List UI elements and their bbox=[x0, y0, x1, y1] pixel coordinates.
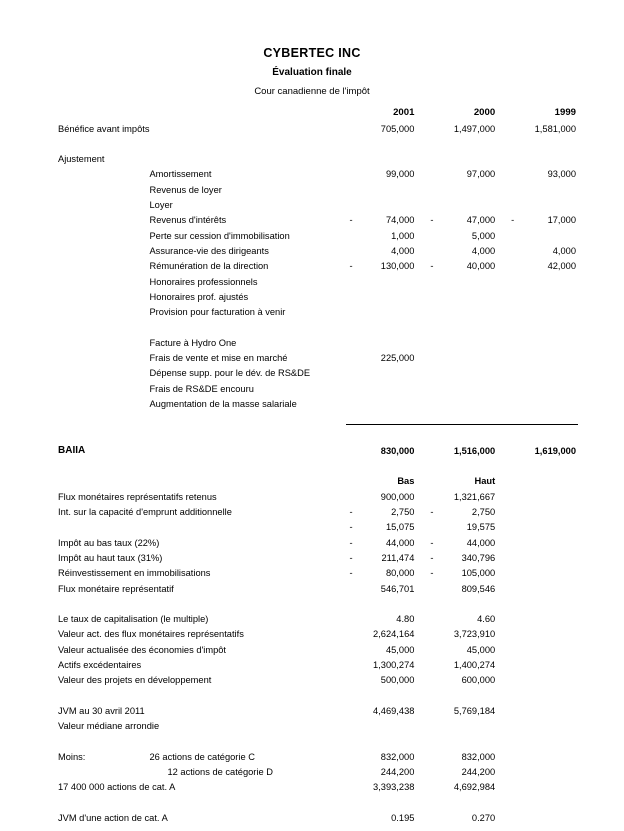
spacer-row bbox=[58, 594, 578, 609]
row-sublabel: Dépense supp. pour le dév. de RS&DE bbox=[149, 368, 311, 379]
value-2001: 1,000 bbox=[391, 230, 415, 241]
value-bas: 0.195 bbox=[391, 812, 415, 823]
row-label: Flux monétaire représentatif bbox=[58, 583, 174, 594]
value-haut: 4.60 bbox=[477, 614, 496, 625]
value-1999: 4,000 bbox=[552, 245, 576, 256]
value-2001: 99,000 bbox=[385, 169, 415, 180]
row-label: BAIIA bbox=[58, 444, 86, 456]
sign-haut: - bbox=[430, 507, 434, 518]
row-sublabel: Augmentation de la masse salariale bbox=[149, 398, 297, 409]
row-sublabel bbox=[149, 149, 345, 164]
table-row bbox=[58, 378, 578, 393]
row-sublabel: Frais de RS&DE encouru bbox=[149, 383, 254, 394]
subheader-row bbox=[58, 471, 578, 486]
spacer-row bbox=[58, 317, 578, 332]
table-row bbox=[58, 363, 578, 378]
table-row bbox=[58, 639, 578, 654]
row-label: Valeur act. des flux monétaires représentatifs bbox=[58, 629, 244, 640]
table-row bbox=[58, 271, 578, 286]
table-row bbox=[58, 348, 578, 363]
sign-col3 bbox=[507, 118, 514, 133]
row-label: Moins: bbox=[58, 751, 86, 762]
row-label: Impôt au bas taux (22%) bbox=[58, 537, 160, 548]
row-label: Ajustement bbox=[58, 154, 105, 165]
value-haut: 1,321,667 bbox=[453, 491, 496, 502]
table-row bbox=[58, 256, 578, 271]
table-row bbox=[58, 394, 578, 409]
table-row bbox=[58, 486, 578, 501]
column-header-2001: 2001 bbox=[393, 107, 415, 119]
sign-haut: - bbox=[430, 552, 434, 563]
value-2001: 74,000 bbox=[385, 215, 415, 226]
table-row bbox=[58, 548, 578, 563]
row-sublabel: Loyer bbox=[149, 200, 173, 211]
row-label: Valeur actualisée des économies d'impôt bbox=[58, 644, 227, 655]
table-row bbox=[58, 332, 578, 347]
sign-haut: - bbox=[430, 537, 434, 548]
sign-col1 bbox=[346, 118, 353, 133]
table-row bbox=[58, 563, 578, 578]
value-1999: 1,619,000 bbox=[534, 445, 576, 456]
value-bas: 4.80 bbox=[396, 614, 415, 625]
row-sublabel: Provision pour facturation à venir bbox=[149, 307, 286, 318]
value-1999: 42,000 bbox=[547, 261, 576, 272]
sign-col3: - bbox=[511, 215, 515, 226]
value-haut: 0.270 bbox=[471, 812, 496, 823]
table-row bbox=[58, 655, 578, 670]
row-sublabel: Rémunération de la direction bbox=[149, 261, 269, 272]
value-haut: 3,723,910 bbox=[453, 629, 496, 640]
sign-haut: - bbox=[430, 568, 434, 579]
value-2000: 97,000 bbox=[466, 169, 496, 180]
row-label: Impôt au haut taux (31%) bbox=[58, 552, 163, 563]
value-2000: 1,497,000 bbox=[453, 123, 496, 134]
value-2001: 705,000 bbox=[380, 123, 415, 134]
row-label: Int. sur la capacité d'emprunt additionnelle bbox=[58, 507, 232, 518]
value-haut: 809,546 bbox=[461, 583, 496, 594]
value-bas: 4,469,438 bbox=[373, 705, 415, 716]
value-2001: 225,000 bbox=[380, 353, 415, 364]
spacer-row bbox=[58, 134, 578, 149]
subheader-haut: Haut bbox=[474, 476, 496, 487]
value-2000: 1,516,000 bbox=[453, 445, 496, 456]
row-label: Valeur médiane arrondie bbox=[58, 721, 160, 732]
value-1999: 17,000 bbox=[547, 215, 576, 226]
value-bas: 211,474 bbox=[381, 552, 415, 563]
table-row bbox=[58, 670, 578, 685]
subheader-bas: Bas bbox=[397, 476, 415, 487]
value-2001: 830,000 bbox=[380, 445, 415, 456]
sign-bas: - bbox=[349, 568, 353, 579]
value-2001: 4,000 bbox=[391, 245, 415, 256]
value-bas: 15,075 bbox=[385, 522, 415, 533]
row-label: Valeur des projets en développement bbox=[58, 675, 212, 686]
table-row bbox=[58, 808, 578, 823]
document-subtitle: Évaluation finale bbox=[272, 67, 352, 78]
value-haut: 105,000 bbox=[461, 568, 496, 579]
value-bas: 500,000 bbox=[380, 675, 415, 686]
spacer-row bbox=[58, 731, 578, 746]
value-1999: 93,000 bbox=[547, 169, 576, 180]
value-2000: 47,000 bbox=[466, 215, 496, 226]
table-row bbox=[58, 210, 578, 225]
row-sublabel: Revenus d'intérêts bbox=[149, 215, 227, 226]
value-haut: 340,796 bbox=[461, 552, 496, 563]
value-bas: 1,300,274 bbox=[373, 659, 415, 670]
value-bas: 244,200 bbox=[380, 767, 415, 778]
row-label bbox=[58, 517, 346, 532]
sign-bas: - bbox=[349, 507, 353, 518]
row-sublabel bbox=[149, 118, 345, 133]
table-row bbox=[58, 195, 578, 210]
table-row bbox=[58, 302, 578, 317]
table-row bbox=[58, 118, 578, 133]
row-label: 17 400 000 actions de cat. A bbox=[58, 782, 176, 793]
table-row bbox=[58, 502, 578, 517]
table-row bbox=[58, 609, 578, 624]
table-row bbox=[58, 624, 578, 639]
value-bas: 45,000 bbox=[385, 644, 415, 655]
spacer-row bbox=[58, 685, 578, 700]
value-haut: 600,000 bbox=[461, 675, 496, 686]
header-spacer-2 bbox=[149, 103, 345, 118]
table-row-baiia bbox=[58, 441, 578, 456]
row-label: Actifs excédentaires bbox=[58, 659, 142, 670]
row-sublabel: Honoraires prof. ajustés bbox=[149, 291, 249, 302]
value-bas: 2,750 bbox=[391, 507, 415, 518]
value-haut: 5,769,184 bbox=[453, 705, 496, 716]
table-row bbox=[58, 517, 578, 532]
sign-col2: - bbox=[430, 261, 434, 272]
row-sublabel: 12 actions de catégorie D bbox=[167, 767, 273, 778]
sign-col1: - bbox=[349, 261, 353, 272]
value-haut: 832,000 bbox=[461, 751, 496, 762]
table-row bbox=[58, 287, 578, 302]
value-bas: 2,624,164 bbox=[373, 629, 415, 640]
table-header-row bbox=[58, 103, 578, 118]
document-page bbox=[0, 46, 624, 831]
value-bas: 3,393,238 bbox=[373, 782, 415, 793]
sign-bas: - bbox=[349, 522, 353, 533]
row-sublabel: Honoraires professionnels bbox=[149, 276, 258, 287]
header-spacer bbox=[58, 103, 149, 118]
row-sublabel: Facture à Hydro One bbox=[149, 337, 237, 348]
sign-col2 bbox=[426, 118, 433, 133]
row-label: Bénéfice avant impôts bbox=[58, 123, 150, 134]
value-2000: 40,000 bbox=[466, 261, 496, 272]
value-2000: 5,000 bbox=[471, 230, 496, 241]
value-haut: 2,750 bbox=[471, 507, 496, 518]
row-sublabel: Perte sur cession d'immobilisation bbox=[149, 230, 290, 241]
value-haut: 1,400,274 bbox=[453, 659, 496, 670]
value-2000: 4,000 bbox=[471, 245, 496, 256]
table-row bbox=[58, 716, 578, 731]
table-row bbox=[58, 746, 578, 761]
value-bas: 44,000 bbox=[385, 537, 415, 548]
row-label: Réinvestissement en immobilisations bbox=[58, 568, 211, 579]
table-row bbox=[58, 701, 578, 716]
row-sublabel: Revenus de loyer bbox=[149, 184, 222, 195]
value-bas: 900,000 bbox=[380, 491, 415, 502]
row-label: Flux monétaires représentatifs retenus bbox=[58, 491, 217, 502]
value-haut: 244,200 bbox=[461, 767, 496, 778]
sign-bas: - bbox=[349, 552, 353, 563]
column-header-1999: 1999 bbox=[554, 107, 576, 119]
value-1999: 1,581,000 bbox=[534, 123, 576, 134]
value-haut: 44,000 bbox=[466, 537, 496, 548]
row-sublabel: 26 actions de catégorie C bbox=[149, 751, 255, 762]
spacer-row bbox=[58, 425, 578, 441]
table-row bbox=[58, 225, 578, 240]
spacer-row bbox=[58, 792, 578, 807]
value-haut: 19,575 bbox=[466, 522, 496, 533]
sign-col2: - bbox=[430, 215, 434, 226]
row-sublabel: Amortissement bbox=[149, 169, 212, 180]
row-sublabel: Frais de vente et mise en marché bbox=[149, 353, 288, 364]
row-label: JVM au 30 avril 2011 bbox=[58, 705, 145, 716]
table-row bbox=[58, 762, 578, 777]
value-bas: 832,000 bbox=[380, 751, 415, 762]
page-title: CYBERTEC INC bbox=[263, 46, 361, 60]
document-court: Cour canadienne de l'impôt bbox=[254, 86, 370, 97]
table-row bbox=[58, 578, 578, 593]
table-row bbox=[58, 164, 578, 179]
sign-bas: - bbox=[349, 537, 353, 548]
row-sublabel: Assurance-vie des dirigeants bbox=[149, 245, 269, 256]
value-haut: 4,692,984 bbox=[453, 782, 496, 793]
subtotal-rule bbox=[58, 409, 578, 425]
row-label: Le taux de capitalisation (le multiple) bbox=[58, 614, 209, 625]
row-label: JVM d'une action de cat. A bbox=[58, 812, 168, 823]
value-haut: 45,000 bbox=[466, 644, 496, 655]
table-row bbox=[58, 241, 578, 256]
value-bas: 546,701 bbox=[380, 583, 415, 594]
table-row bbox=[58, 179, 578, 194]
spacer-row bbox=[58, 456, 578, 471]
sign-col1: - bbox=[349, 215, 353, 226]
value-bas: 80,000 bbox=[385, 568, 415, 579]
financial-table bbox=[58, 103, 578, 823]
table-row bbox=[58, 149, 578, 164]
value-2001: 130,000 bbox=[380, 261, 415, 272]
table-row bbox=[58, 532, 578, 547]
column-header-2000: 2000 bbox=[473, 107, 496, 119]
